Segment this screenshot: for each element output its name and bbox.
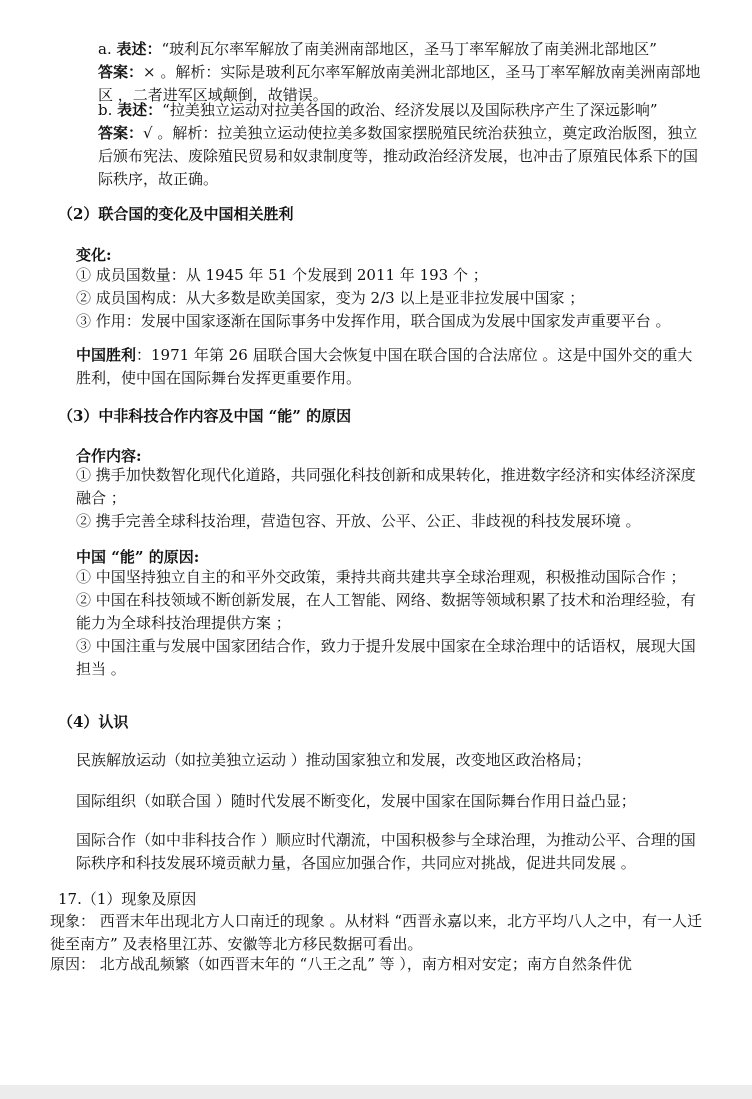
insight-item: 民族解放运动（如拉美独立运动 ）推动国家独立和发展，改变地区政治格局； [76, 751, 591, 769]
reason-label-17: 原因： [50, 955, 96, 973]
item-b-statement-label: 表述： [117, 101, 163, 119]
section-2-heading: （2）联合国的变化及中国相关胜利 [58, 205, 294, 223]
q17-reason [50, 953, 706, 976]
insight-item: 国际组织（如联合国 ）随时代发展不断变化，发展中国家在国际舞台作用日益凸显； [76, 792, 636, 810]
content-item: ① 携手加快数智化现代化道路，共同强化科技创新和成果转化，推进数字经济和实体经济深度融合 ； [76, 466, 696, 507]
china-victory-label: 中国胜利 [76, 346, 137, 364]
cooperation-content-list [76, 464, 706, 533]
phenomenon-label: 现象： [50, 912, 96, 930]
china-victory [76, 344, 706, 390]
q17-phenomenon [50, 910, 706, 956]
reason-item: ① 中国坚持独立自主的和平外交政策，秉持共商共建共享全球治理观，积极推动国际合作 ； [76, 568, 686, 586]
q17-heading: 17.（1）现象及原因 [58, 890, 197, 908]
item-a-statement-label: 表述： [116, 40, 162, 58]
china-victory-text: ：1971 年第 26 届联合国大会恢复中国在联合国的合法席位 。这是中国外交的重大胜利，使中国在国际舞台发挥更重要作用。 [76, 346, 693, 387]
item-b-statement: “拉美独立运动对拉美各国的政治、经济发展以及国际秩序产生了深远影响” [162, 101, 658, 119]
change-list [76, 264, 706, 333]
section-3-heading: （3）中非科技合作内容及中国 “能” 的原因 [58, 407, 352, 425]
cooperation-content-label: 合作内容: [76, 447, 142, 465]
item-b-answer-label: 答案： [98, 124, 144, 142]
item-a-answer-label: 答案： [98, 63, 144, 81]
item-b-label: b. [98, 101, 113, 119]
item-a-label: a. [98, 40, 112, 58]
item-a-statement: “玻利瓦尔率军解放了南美洲南部地区，圣马丁率军解放了南美洲北部地区” [161, 40, 657, 58]
reason-label: 中国 “能” 的原因: [76, 548, 200, 566]
change-item: ① 成员国数量：从 1945 年 51 个发展到 2011 年 193 个 ； [76, 266, 488, 284]
reason-text-17: 北方战乱频繁（如西晋末年的 “八王之乱” 等 ），南方相对安定；南方自然条件优 [95, 955, 632, 973]
phenomenon-text: 西晋末年出现北方人口南迁的现象 。从材料 “西晋永嘉以来，北方平均八人之中，有一人迁徙至南方” 及表格里江苏、安徽等北方移民数据可看出。 [50, 912, 702, 953]
item-a-answer: × [143, 63, 156, 81]
content-item: ② 携手完善全球科技治理，营造包容、开放、公平、公正、非歧视的科技发展环境 。 [76, 512, 641, 530]
bottom-scroll-bar [0, 1085, 752, 1099]
item-a [98, 38, 708, 107]
item-b-answer: √ [143, 124, 153, 142]
item-b-analysis: 。解析：拉美独立运动使拉美多数国家摆脱殖民统治获独立，奠定政治版图，独立后颁布宪法、废除殖民贸易和奴隶制度等，推动政治经济发展，也冲击了原殖民体系下的国际秩序，故正确。 [98, 124, 699, 188]
reason-item: ② 中国在科技领域不断创新发展，在人工智能、网络、数据等领域积累了技术和治理经验，有能力为全球科技治理提供方案 ； [76, 591, 696, 632]
change-item: ② 成员国构成：从大多数是欧美国家，变为 2/3 以上是亚非拉发展中国家 ； [76, 289, 585, 307]
change-item: ③ 作用：发展中国家逐渐在国际事务中发挥作用，联合国成为发展中国家发声重要平台 。 [76, 312, 671, 330]
item-a-analysis: 。解析：实际是玻利瓦尔率军解放南美洲北部地区，圣马丁率军解放南美洲南部地区 ，二者进军区域颠倒，故错误。 [98, 63, 701, 104]
section-4-heading: （4）认识 [58, 713, 129, 731]
reason-item: ③ 中国注重与发展中国家团结合作，致力于提升发展中国家在全球治理中的话语权，展现大国担当 。 [76, 637, 696, 678]
change-label: 变化: [76, 246, 112, 264]
item-b [98, 99, 708, 191]
reason-list [76, 566, 706, 681]
insight-item: 国际合作（如中非科技合作 ）顺应时代潮流，中国积极参与全球治理，为推动公平、合理的国际秩序和科技发展环境贡献力量，各国应加强合作，共同应对挑战，促进共同发展 。 [76, 831, 696, 872]
